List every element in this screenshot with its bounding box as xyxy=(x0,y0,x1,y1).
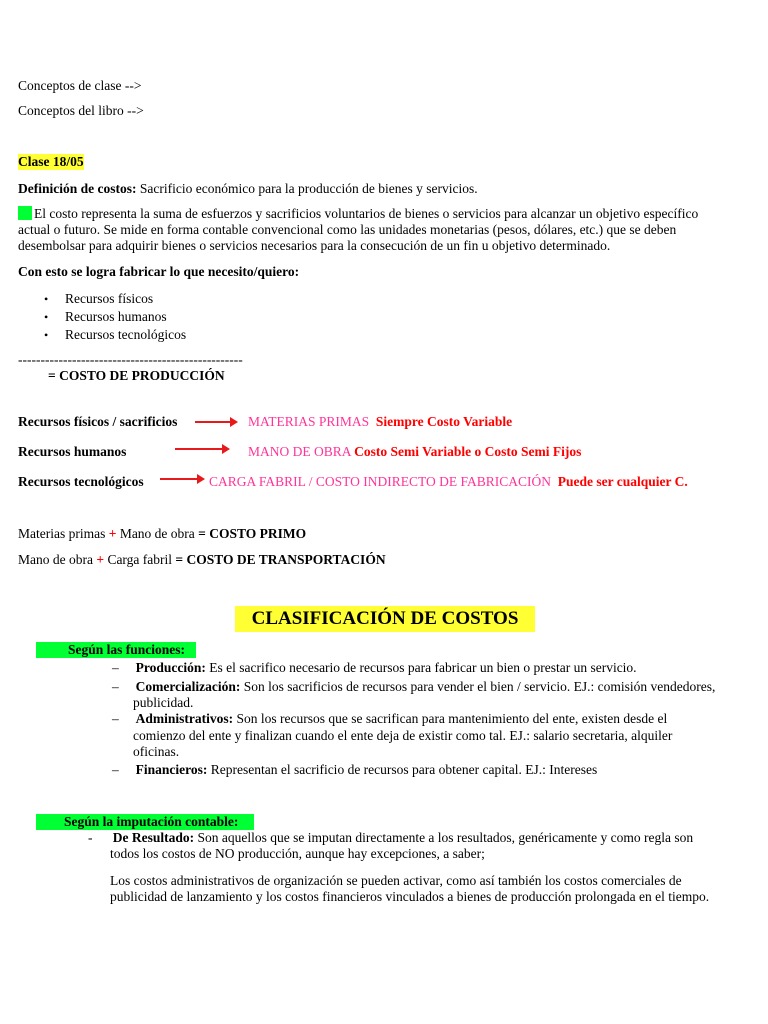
resource-physical-value xyxy=(248,414,512,430)
definition-line xyxy=(18,181,478,197)
function-item-financial: – Financieros: Representan el sacrificio de recursos para obtener capital. EJ.: Intereses xyxy=(112,762,598,777)
bullet-dot: • xyxy=(44,328,49,342)
item-text: Son aquellos que se imputan directamente a los resultados, genéricamente y como regla son xyxy=(197,830,694,845)
accounting-heading: Según la imputación contable: xyxy=(36,814,254,830)
list-item: Recursos físicos xyxy=(65,291,154,306)
item-text: Son los recursos que se sacrifican para mantenimiento del ente, existen desde el xyxy=(236,711,668,726)
function-item-admin: – Administrativos: Son los recursos que se sacrifican para mantenimiento del ente, existen desde el xyxy=(112,711,668,726)
arrow-right-icon xyxy=(160,478,198,480)
item-text: Son los sacrificios de recursos para vender el bien / servicio. EJ.: comisión vendedores, xyxy=(243,679,716,694)
definition-label: Definición de costos: xyxy=(18,181,137,196)
function-item-commercial: – Comercialización: Son los sacrificios de recursos para vender el bien / servicio. EJ.: comisión vendedores, xyxy=(112,679,716,694)
class-date: Clase 18/05 xyxy=(18,154,84,169)
divider-dashes: -------------------------------------------------- xyxy=(18,352,243,367)
bullet-dot: • xyxy=(44,310,49,324)
classification-title: CLASIFICACIÓN DE COSTOS xyxy=(235,606,535,632)
accounting-note-line-2: publicidad de lanzamiento y los costos financieros vinculados a bienes de producción prolongada en el tiempo. xyxy=(110,889,710,904)
function-item-admin-cont: comienzo del ente y finalizan cuando el ente deja de existir como tal. EJ.: salario secretaria, alquiler xyxy=(133,728,673,743)
resource-tech-value xyxy=(209,474,688,490)
plus-sign: + xyxy=(96,552,105,567)
item-label: Producción: xyxy=(135,660,206,675)
resource-label-tech: Recursos tecnológicos xyxy=(18,474,144,489)
accounting-item-result-cont: todos los costos de NO producción, aunque hay excepciones, a saber; xyxy=(110,846,485,861)
resource-label-human: Recursos humanos xyxy=(18,444,127,459)
formula-term: Materias primas xyxy=(18,526,106,541)
resource-name: MATERIAS PRIMAS xyxy=(248,414,370,429)
paragraph-line-2: actual o futuro. Se mide en forma contable convencional como las unidades monetarias (pesos, dólares, etc.) que se deben xyxy=(18,222,677,237)
resource-name: MANO DE OBRA xyxy=(248,444,351,459)
formula-prime-cost xyxy=(18,526,306,542)
item-label: Comercialización: xyxy=(135,679,241,694)
formula-term: Carga fabril xyxy=(107,552,173,567)
functions-heading: Según las funciones: xyxy=(36,642,196,658)
function-item-production: – Producción: Es el sacrifico necesario de recursos para fabricar un bien o prestar un servicio. xyxy=(112,660,637,675)
item-label: Financieros: xyxy=(135,762,208,777)
definition-text: Sacrificio económico para la producción de bienes y servicios. xyxy=(139,181,478,196)
list-item: Recursos tecnológicos xyxy=(65,327,187,342)
arrow-right-icon xyxy=(175,448,223,450)
equals-sign: = xyxy=(175,552,184,567)
formula-result: COSTO DE TRANSPORTACIÓN xyxy=(186,552,386,567)
green-marker xyxy=(18,206,32,220)
accounting-item-result: - De Resultado: Son aquellos que se imputan directamente a los resultados, genéricamente y como regla son xyxy=(88,830,694,845)
item-text: Es el sacrifico necesario de recursos para fabricar un bien o prestar un servicio. xyxy=(209,660,637,675)
formula-result: COSTO PRIMO xyxy=(209,526,307,541)
paragraph-line-3: desembolsar para adquirir bienes o servicios necesarios para la consecución de un fin u objetivo determinado. xyxy=(18,238,611,253)
formula-term: Mano de obra xyxy=(18,552,93,567)
arrow-right-icon xyxy=(195,421,231,423)
equals-sign: = xyxy=(198,526,206,541)
resource-label-physical: Recursos físicos / sacrificios xyxy=(18,414,178,429)
plus-sign: + xyxy=(108,526,117,541)
accounting-note-line-1: Los costos administrativos de organización se pueden activar, como así también los costos comerciales de xyxy=(110,873,682,888)
resource-type: Costo Semi Variable o Costo Semi Fijos xyxy=(354,444,582,459)
item-label: Administrativos: xyxy=(135,711,234,726)
formula-transport-cost xyxy=(18,552,386,568)
concepts-class-line: Conceptos de clase --> xyxy=(18,78,142,93)
function-item-commercial-cont: publicidad. xyxy=(133,695,194,710)
formula-term: Mano de obra xyxy=(119,526,195,541)
resource-human-value xyxy=(248,444,581,460)
paragraph-line-1: El costo representa la suma de esfuerzos y sacrificios voluntarios de bienes o servicios para alcanzar un objetivo específico xyxy=(34,206,699,221)
function-item-admin-cont2: oficinas. xyxy=(133,744,180,759)
resource-type: Siempre Costo Variable xyxy=(375,414,513,429)
resource-type: Puede ser cualquier C. xyxy=(557,474,688,489)
production-cost-total: = COSTO DE PRODUCCIÓN xyxy=(48,368,225,383)
bullet-dot: • xyxy=(44,292,49,306)
item-text: Representan el sacrificio de recursos para obtener capital. EJ.: Intereses xyxy=(210,762,598,777)
item-label: De Resultado: xyxy=(112,830,195,845)
list-item: Recursos humanos xyxy=(65,309,167,324)
concepts-book-line: Conceptos del libro --> xyxy=(18,103,144,118)
achieve-title: Con esto se logra fabricar lo que necesito/quiero: xyxy=(18,264,300,279)
resource-name: CARGA FABRIL / COSTO INDIRECTO DE FABRICACIÓN xyxy=(209,474,552,489)
